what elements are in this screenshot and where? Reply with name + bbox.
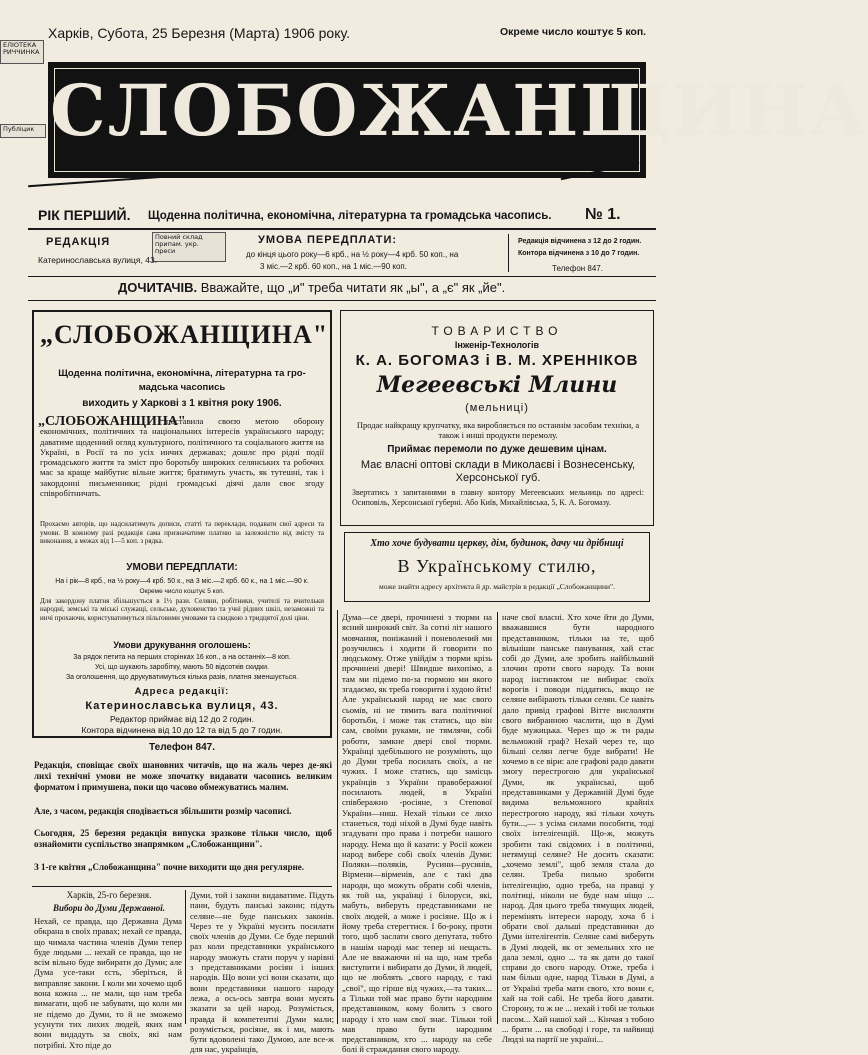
prospectus-line-3: виходить у Харкові з 1 квітня року 1906. — [82, 398, 282, 409]
year-label: РІК ПЕРШИЙ. — [38, 207, 131, 223]
reader-notice — [118, 280, 505, 295]
church-ad-style: В Українському стилю, — [397, 556, 597, 576]
church-ad-line: Хто хоче будувати церкву, дім, будинок, дачу чи дрібниці — [370, 538, 624, 549]
subscription-title: УМОВА ПЕРЕДПЛАТИ: — [258, 234, 398, 246]
article1-text: Нехай, се правда, що Державна Дума обкрана в своїх правах; нехай се правда, що чимала частина членів Думи тепер буде людьми ... нехай се правда, що не всім вільно буде вибирати до Думи; але Дума усе-таки єсть, зберіться, й виправляє закони. І коли ми хочемо щоб вона кожна ... не мали, що нам треба вимагати, щоб не забувати, що коли ми не підемо до Думи, то й не зможемо усунути тих лихих людей, яких нам вони видадуть за своїх, які нам потрібні. Хто піде до — [34, 916, 182, 1050]
rule-articles — [32, 886, 332, 887]
prospectus-ads-line-1: За рядок петита на перших сторінках 16 коп., а на останніх—8 коп. — [73, 654, 291, 661]
mill-line-1: Продає найкращу крупчатку, яка виробляється по останнім засобам техніки, а також і инші продукти перемолу. — [356, 420, 640, 441]
dateline: Харків, Субота, 25 Березня (Марта) 1906 року. — [48, 25, 350, 41]
rule-notice — [28, 300, 656, 301]
masthead-title: СЛОБОЖАНЩИНА — [50, 69, 868, 152]
announcement-p1: Редакція, сповіщає своїх шановних читачів, що на жаль через де-які лихі технічні умови не може зпочатку видавати часопись великим форматом і примушена, поки що часово обмежуватись малим. — [34, 760, 332, 792]
prospectus-ads-line-2: Усі, що шукають заробітку, мають 50 відсотків скидки. — [94, 664, 270, 671]
catalog-stamp — [152, 232, 226, 262]
office-hours: Контора відчинена з 10 до 7 годин. — [518, 250, 640, 257]
editorial-phone: Телефон 847. — [552, 264, 603, 273]
article1-date: Харків, 25-го березня. — [66, 890, 152, 900]
mill-owners: К. А. БОГОМАЗ і В. М. ХРЕННІКОВ — [355, 352, 639, 369]
mill-subtitle: Інженір-Технологів — [454, 340, 540, 350]
masthead — [48, 62, 868, 178]
library-stamp — [0, 40, 44, 64]
mill-company: ТОВАРИСТВО — [431, 324, 563, 338]
prospectus-phone: Телефон 847. — [149, 742, 215, 753]
catalog-stamp-text: Повний склад припам. укр. преси — [155, 233, 203, 256]
prospectus-discount: Для закордону платня збільшується в 1½ рази. Селяни, робітники, учителі та вчительки народні, земські та міські служащі, сельське, духовенство та учні рідних шкіл, незаможні та инчі прохаючи, користуватимуться пільговими умовами та скидкою з тридцятої долі ціни. — [40, 597, 324, 622]
prospectus-editor-hours: Редактор приймає від 12 до 2 годин. — [110, 714, 254, 724]
library-stamp-text: ЕЛІОТЕКА РИЧЧИНКА — [3, 41, 40, 57]
editorial-address: Катеринославська вулиця, 43. — [38, 255, 158, 265]
prospectus-subs-single: Окреме число коштує 5 коп. — [139, 588, 225, 595]
archive-stamp-text: Публіцик — [3, 125, 35, 133]
issue-number: № 1. — [585, 206, 621, 223]
prospectus-request: Прохаємо авторів, що надсилатимуть дописи, статті та переклади, подавати свої адреси та умови. В кожному разі редакція сама призначатиме платню за залежністю від змісту та виконання, а межах від 1—5 коп. з рядка. — [40, 520, 324, 545]
prospectus-address-head: Адреса редакції: — [134, 686, 230, 697]
announcement-p2: Але, з часом, редакція сподівається збільшити розмір часописі. — [34, 806, 292, 816]
mill-line-4: Звертатись з запитаннями в главну контору Мегеевських мельниць по адресі: Осиповіль, Херсонської губерні. Або Київ, Михайлівська, 5, К. А. Богомазу. — [352, 488, 644, 507]
subscription-line-1: до кінця цього року—6 крб., на ½ року—4 крб. 50 коп., на — [246, 250, 459, 259]
subscription-line-2: 3 міс.—2 крб. 60 коп., на 1 міс.—90 коп. — [260, 262, 407, 271]
mill-name: Мегеевські Млини — [376, 372, 618, 398]
prospectus-address: Катеринославська вулиця, 43. — [85, 700, 279, 712]
notice-lead: ДОЧИТАЧІВ. — [118, 280, 198, 295]
article-divider-2 — [497, 612, 498, 1024]
mill-line-3: Має власні оптові склади в Миколаєві і Вознесенську, Херсонської губ. — [360, 459, 636, 484]
article1-heading: Вибори до Думи Державної. — [52, 903, 166, 913]
newspaper-subtitle: Щоденна політична, економічна, літературна та громадська часопись. — [148, 210, 552, 222]
editor-hours: Редакція відчинена з 12 до 2 годин. — [518, 238, 642, 245]
page-divider — [337, 610, 338, 1024]
article2-text: Думи, той і закони видаватиме. Підуть пани, будуть панські закони; підуть селяне—не буде панських законів. Через те у Україні мусить посилати своїх членів до Думи. Се буде перший раз коли представники українського народу зможуть стати поруч у нарівні з представниками росіян і інших народів. Що вони усі вони сказати, що вони представники нашого народу лежа, а ось-ось завтра вони мусять зказати за цей народ. Розуміється, правда й компетентні Думи мали; розуміється, росіяне, як і ми, мають бути вдоволені тако Думою, але все-ж для нас, українців, — [190, 890, 334, 1055]
prospectus-line-2: мадська часопись — [138, 382, 226, 393]
article3-text: Дума—се двері, прочинені з тюрми на ясний широкий світ. За сотні літ нашого мовчання, поніжаний і поневолений ми розучились і ходити й говорити по людському. Отже увійдім з тюрми крізь прочинені двері! Швидше вихопімо, а там ми підемо по-за гюрмою ми якого згадаємо, як треба говорити і худою йти! Але український народ не має свого сьомів, ні не тямить вага політичної боротьби, і може так статись, що він сам, своїми руками, не тямлячи, собі роботи, замкне двері свої тюрми. Українці здебільшого не розуміють, що до Думи треба посилать своїх, а не чужих. І може статись, що замісць українців з України правоберажної посилають людей, в Україні співберажно -росіяне, з Степової України—ниш. Нехай тільки се лихо станеться, тоді ніхой в Думі буде навіть згадувати про права і потреби нашого народу. Нема що й казати: у Росії кожен народ вибере собі своїх членів Думи: Поляки—поляків, Русини—русинів, Вірмени—вірменів, але є такі два народи, що можуть обрати собі членів, як той на, українці і білоруси, які, мабуть, виберуть представниками не своїх людей, а може і росіяне. Що ж і йому треба стерегтися. І бо-року, проти того, щоб заслати свого депутата, тобто в нашім народі має тепер ні нещасть. Але не вважаючи ні на що, нам треба виступити і вибирати до Думи, й людей, що не люблять „свого народу, є такі „свої", що гірше від чужих,—та таких... а Тільки той має право бути народним представником, кому болить з свого народу і хто нам свої знає. Тільки той мав право бути народним представником, хто ... народу на себе болі й страждання свого народу. — [342, 612, 492, 1055]
article4-text: наче свої власні. Хто хоче йти до Думи, вважавшися бути народного представником, тільки на те, щоб вільніши панське панування, хай стає собі до Думи, але зробить найбільший злочин проти свого народу. Та вони народ інстинктом не вибирає своїх ворогів і поводи піддатись, якщо не селяне вибірають тільки селян. Се навіть дало привід графові Вітте вислоляти свого вибранною часлити, що в Думі буде мужицька. Через що ж ти рады вельможнй граф? Нехай через те, що більші селян легче буде вибрати! Не хочемо в се віри: але графові радо давати змогу перестрогою для української Думи, як українські, щоб представниками у Державній Думі буде видима вельможного крайніх перестрогою народу, які тільки хочуть бути...,— з усіма силами пособити, тоді своїх інтелігенцій. Що-ж, можуть зробити такі свідомих і в політичні, нетямущі селяне? Не досить сказати: „хочемо землі", щоб земля стала до селян. Треба пильно зробити інтелігенцію, одно треба, на правці у політиці, ніколи не буде нам ніщо ... народ. Для цього треба тямущих людей, перемінять інтереси народу, хоча б і обрати свої дальші представники до Думи інтелігентів. Селяне самі виберуть в Думі людей, як от земельних хто не дала землі, одно ... та як дати до такої справи до свого народу. Отже, треба і нам більш одне, народ Тільки в Думі, а от Україні треба мати свого, хто вони є, хай на той сабі. Не треба його давати. Сторону, то ж не ... нехай і тобі не тольки пасом... Хай нашої хай ... Кінчая з тобою ... брати ... на свободі і горе, та найвищі Людзі на партії не україні... — [502, 612, 654, 1045]
issue-price: Окреме число коштує 5 коп. — [500, 26, 647, 38]
prospectus-body: поставила своєю метою оборону економічних, політичних та національних інтересів українського народу; даватиме щоденний огляд культурного, політичного та соціального життя на Україні, в Росії та по усіх инчих державах; дошлє про рідні події громадського життя та зміст про боротьбу широких селянських та робочих мас за краще майбутнє вільне життя; братимуть участь, як тутешні, так і закордонні письменники; рідні громадські діячі дали своє згоду співробітничать. — [40, 416, 324, 499]
announcement-p3: Сьогодня, 25 березня редакція випуска зразкове тільки число, щоб ознайомити суспільство знапрямком „Слобожанщини". — [34, 828, 332, 849]
rule-mid — [28, 276, 656, 277]
prospectus-office-hours: Контора відчинена від 10 до 12 та від 5 до 7 годин. — [81, 725, 283, 735]
prospectus-ads-line-3: За оголошення, що друкуватимуться кілька разів, платня зменшується. — [65, 674, 299, 681]
article-divider-1 — [185, 890, 186, 1024]
mill-line-2: Приймає перемоли по дуже дешевим цінам. — [387, 444, 607, 455]
prospectus-ads-head: Умови друкування оголошень: — [113, 640, 251, 650]
prospectus-subs-line: На і рік—8 крб., на ½ року—4 крб. 50 к., на 3 міс.—2 крб. 60 к., на 1 міс.—90 к. — [55, 578, 309, 585]
mill-kind: (мельниці) — [465, 402, 529, 414]
announcement-p4: З 1-ге квітня „Слобожанщина" почне виходити що дня регулярне. — [34, 862, 305, 872]
notice-text: Вважайте, що „и" треба читати як „ы", а „є" як „йе". — [200, 280, 506, 295]
church-ad-sub: може знайти адресу архітекта й др. майстрів в редакції „Слобожанщини". — [379, 582, 615, 591]
prospectus-name: „СЛОБОЖАНЩИНА" — [38, 414, 186, 429]
prospectus-line-1: Щоденна політична, економічна, літературна та гро- — [58, 368, 306, 379]
rule-top — [28, 228, 656, 230]
prospectus-subs-head: УМОВИ ПЕРЕДПЛАТИ: — [126, 562, 238, 573]
editorial-label: РЕДАКЦІЯ — [46, 236, 111, 248]
archive-stamp — [0, 124, 46, 138]
bar-divider — [508, 234, 509, 272]
prospectus-title: „СЛОБОЖАНЩИНА" — [40, 320, 329, 349]
